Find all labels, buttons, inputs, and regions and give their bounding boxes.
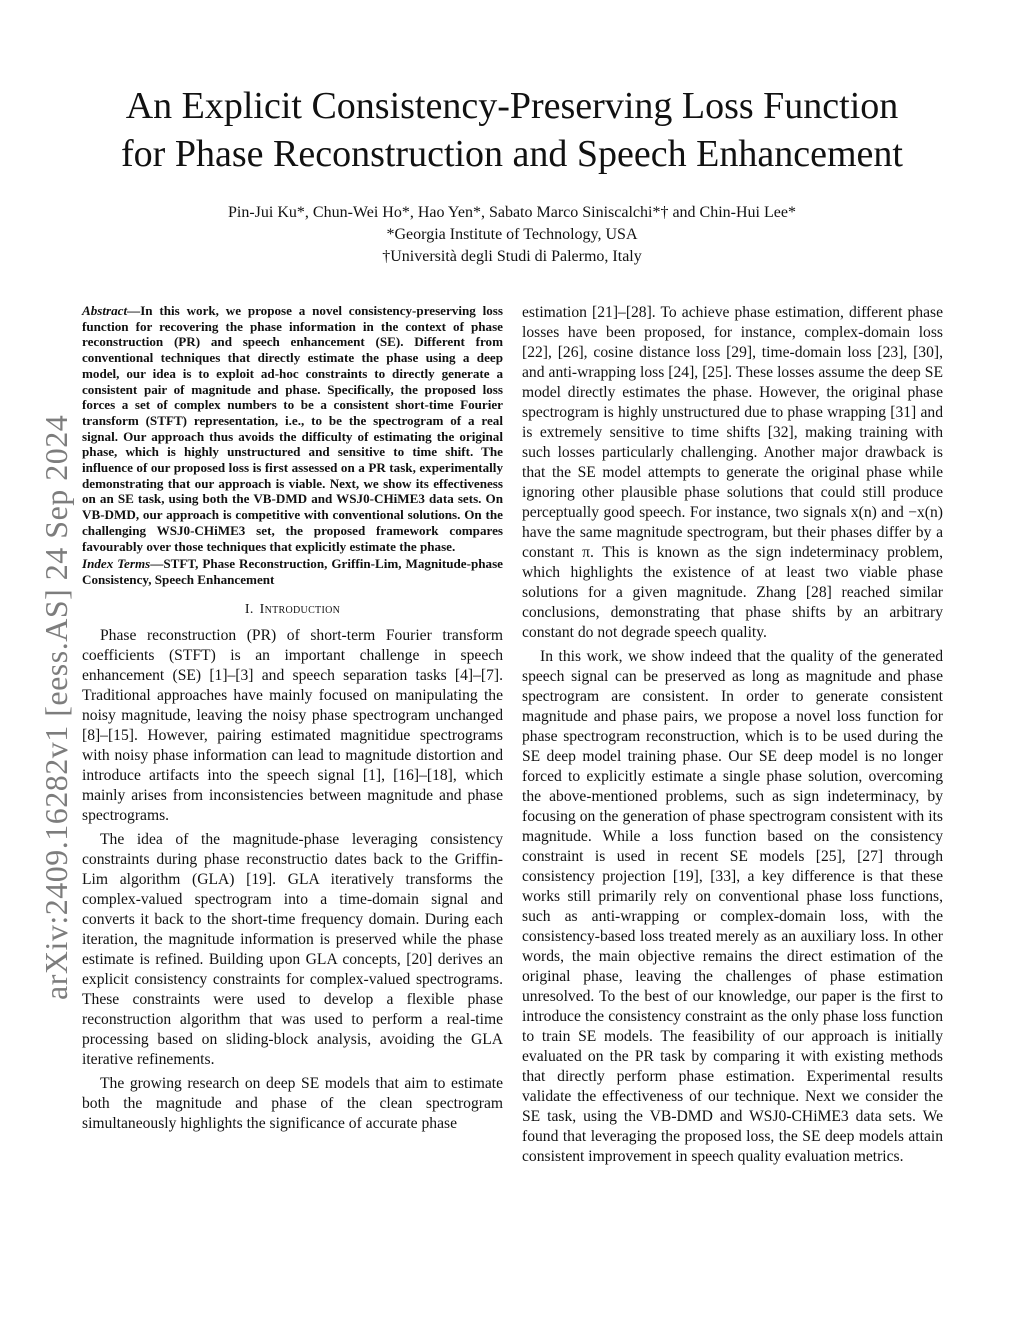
abstract xyxy=(82,303,503,554)
paper-title xyxy=(60,82,964,178)
intro-paragraph-2: The idea of the magnitude-phase leveraging consistency constraints during phase reconstructio dates back to the Griffin-Lim algorithm (GLA) [19]. GLA iteratively transforms the complex-valued spectrogram into a time-domain signal and converts it back to the short-time frequency domain. During each iteration, the magnitude information is preserved while the phase estimate is refined. Building upon GLA concepts, [20] derives an explicit consistency constraints for complex-valued spectrograms. These constraints were used to develop a flexible phase reconstruction algorithm that was used to perform a real-time processing based on sliding-block analysis, avoiding the GLA iterative refinements. xyxy=(82,830,503,1068)
intro-paragraph-3: The growing research on deep SE models that aim to estimate both the magnitude and phase of the clean spectrogram simultaneously highlights the significance of accurate phase xyxy=(82,1074,503,1132)
index-terms xyxy=(82,556,503,587)
intro-paragraph-4: estimation [21]–[28]. To achieve phase estimation, different phase losses have been proposed, for instance, complex-domain loss [22], [26], cosine distance loss [29], time-domain loss [23], [30], and anti-wrapping loss [24], [25]. These losses assume the deep SE model directly estimates the phase. However, the original phase spectrogram is highly unstructured due to phase wrapping [31] and is extremely sensitive to time shifts [32], making training with such losses particularly challenging. Another major drawback is that the SE model attempts to generate the original phase while ignoring other plausible phase solutions that could still produce perceptually good speech. For instance, two signals x(n) and −x(n) have the same magnitude spectrogram, but their phases differ by a constant π. This is known as the sign indeterminacy problem, which highlights the existence of at least two viable phase solutions for a given magnitude. Zhang [28] reached similar conclusions, demonstrating that phase shifts by an arbitrary constant do not degrade speech quality. xyxy=(522,304,943,641)
intro-paragraph-1: Phase reconstruction (PR) of short-term Fourier transform coefficients (STFT) is an important challenge in speech enhancement (SE) [1]–[3] and speech separation tasks [4]–[7]. Traditional approaches have mainly focused on manipulating the noisy magnitude, leaving the noisy phase spectrogram unchanged [8]–[15]. However, pairing estimated magnitidue spectrograms with noisy phase information can lead to magnitude distortion and introduce artifacts into the speech signal [1], [16]–[18], which mainly arises from inconsistencies between magnitude and phase spectrograms. xyxy=(82,626,503,824)
author-names: Pin-Jui Ku*, Chun-Wei Ho*, Hao Yen*, Sabato Marco Siniscalchi*† and Chin-Hui Lee* xyxy=(228,204,796,221)
author-block xyxy=(60,202,964,268)
abstract-text: In this work, we propose a novel consistency-preserving loss function for recovering the phase information in the context of phase reconstruction (PR) and speech enhancement (SE). Different from conventional techniques that directly estimate the phase using a deep model, our idea is to exploit ad-hoc constraints to directly generate a consistent pair of magnitude and phase. Specifically, the proposed loss forces a set of complex numbers to be a consistent short-time Fourier transform (STFT) representation, i.e., to be the spectrogram of a real signal. Our approach thus avoids the difficulty of estimating the original phase, which is highly unstructured and sensitive to time shift. The influence of our proposed loss is first assessed on a PR task, experimentally demonstrating that our approach is viable. Next, we show its effectiveness on an SE task, using both the VB-DMD and WSJ0-CHiME3 data sets. On VB-DMD, our approach is competitive with conventional solutions. On the challenging WSJ0-CHiME3 set, the proposed framework compares favourably over those techniques that explicitly estimate the phase. xyxy=(82,303,503,554)
section-title: Introduction xyxy=(259,601,341,617)
index-terms-text: —STFT, Phase Reconstruction, Griffin-Lim, Magnitude-phase Consistency, Speech Enhancement xyxy=(82,556,503,587)
affiliation-1: *Georgia Institute of Technology, USA xyxy=(386,226,638,243)
abstract-label: Abstract— xyxy=(82,303,141,318)
title-line-1: An Explicit Consistency-Preserving Loss Function xyxy=(125,85,899,127)
intro-paragraph-5: In this work, we show indeed that the quality of the generated speech signal can be preserved as long as magnitude and phase spectrogram are consistent. In order to generate consistent magnitude and phase pairs, we propose a novel loss function for phase spectrogram reconstruction, which is to be used during the SE deep model training phase. Our SE deep model is no longer forced to explicitly estimate a single phase solution, overcoming the above-mentioned problems, such as sign indeterminacy, by focusing on the generation of phase spectrogram consistent with its magnitude. While a loss function based on the consistency constraint is used in recent SE models [25], [27] through consistency projection [19], [33], a key difference is that these works still primarily rely on conventional phase loss functions, such as anti-wrapping or complex-domain loss, with the consistency-based loss treated merely as an auxiliary loss. In other words, the main objective remains the direct estimation of the original phase, leaving the challenges of phase estimation unresolved. To the best of our knowledge, our paper is the first to introduce the consistency constraint as the only phase loss function to train SE models. The feasibility of our approach is initially evaluated on the PR task by comparing it with existing methods that directly perform phase estimation. Experimental results validate the effectiveness of our technique. Next we consider the SE task, using the VB-DMD and WSJ0-CHiME3 data sets. We found that leveraging the proposed loss, the SE deep models attain consistent improvement in speech quality evaluation metrics. xyxy=(522,648,943,1165)
index-terms-label: Index Terms xyxy=(82,556,151,572)
section-number: I. xyxy=(244,601,254,617)
left-column xyxy=(82,303,503,1134)
arxiv-identifier-stamp: arXiv:2409.16282v1 [eess.AS] 24 Sep 2024 xyxy=(38,414,74,1000)
right-column xyxy=(522,303,943,1167)
section-heading-introduction xyxy=(82,602,503,618)
title-line-2: for Phase Reconstruction and Speech Enhancement xyxy=(121,133,903,175)
affiliation-2: †Università degli Studi di Palermo, Italy xyxy=(382,248,642,265)
